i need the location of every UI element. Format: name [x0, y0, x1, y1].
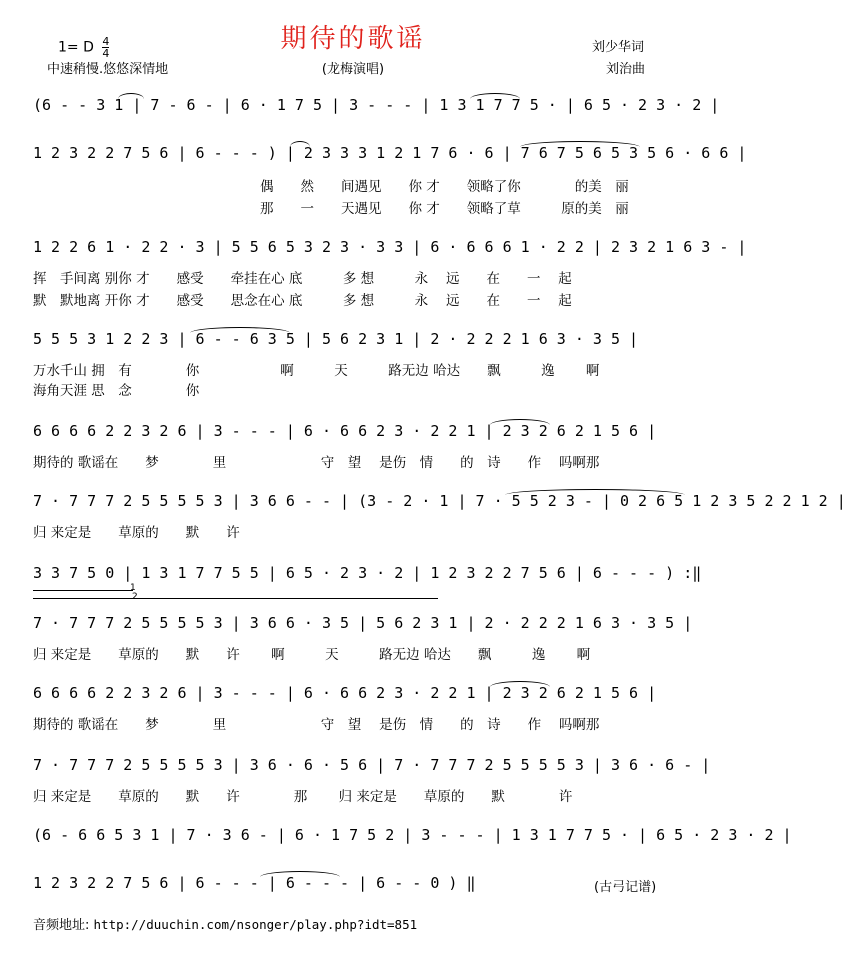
composer: 刘治曲 [606, 62, 646, 77]
singer: (龙梅演唱) [321, 62, 385, 77]
volta-number: 1 [130, 583, 136, 593]
meter-bottom: 4 [102, 47, 110, 60]
notation-line: 7 · 7 7 7 2 5 5 5 5 3 | 3 6 6 · 3 5 | 5 6 2 3 1 | 2 · 2 2 2 1 6 3 · 3 5 | [33, 614, 693, 632]
meter-top: 4 [102, 35, 110, 48]
key-signature [58, 36, 109, 59]
audio-link-line [33, 914, 417, 933]
volta-bracket-1 [33, 590, 133, 591]
slur-arc [190, 327, 290, 333]
volta-bracket-2 [33, 598, 438, 599]
notation-line: (6 - - 3 1 | 7 - 6 - | 6 · 1 7 5 | 3 - - - | 1 3 1 7 7 5 · | 6 5 · 2 3 · 2 | [33, 96, 720, 114]
lyric-line: 归 来定是 草原的 默 许 啊 天 路无边 哈达 飘 逸 啊 [33, 647, 591, 663]
notation-line: 5 5 5 3 1 2 2 3 | 6 - - 6 3 5 | 5 6 2 3 1 | 2 · 2 2 2 1 6 3 · 3 5 | [33, 330, 639, 348]
lyric-line: 海角天涯 思 念 你 [33, 383, 200, 399]
volta-number: 2 [132, 592, 138, 602]
notation-line: (6 - 6 6 5 3 1 | 7 · 3 6 - | 6 · 1 7 5 2 | 3 - - - | 1 3 1 7 7 5 · | 6 5 · 2 3 · 2 | [33, 826, 792, 844]
audio-label: 音频地址: [33, 918, 90, 933]
notation-line: 1 2 3 2 2 7 5 6 | 6 - - - ) | 2 3 3 3 1 2 1 7 6 · 6 | 7 6 7 5 6 5 3 5 6 · 6 6 | [33, 144, 747, 162]
time-signature [102, 36, 109, 59]
lyric-line: 期待的 歌谣在 梦 里 守 望 是伤 情 的 诗 作 吗啊那 [33, 717, 600, 733]
key-text: 1= D [58, 39, 94, 56]
slur-arc [470, 93, 520, 99]
notation-line: 6 6 6 6 2 2 3 2 6 | 3 - - - | 6 · 6 6 2 3 · 2 2 1 | 2 3 2 6 2 1 5 6 | [33, 684, 657, 702]
notation-line: 6 6 6 6 2 2 3 2 6 | 3 - - - | 6 · 6 6 2 3 · 2 2 1 | 2 3 2 6 2 1 5 6 | [33, 422, 657, 440]
slur-arc [490, 419, 550, 425]
lyric-line: 期待的 歌谣在 梦 里 守 望 是伤 情 的 诗 作 吗啊那 [33, 455, 600, 471]
lyric-line: 归 来定是 草原的 默 许 那 归 来定是 草原的 默 许 [33, 789, 573, 805]
slur-arc [290, 141, 310, 147]
notation-line: 7 · 7 7 7 2 5 5 5 5 3 | 3 6 6 - - | (3 - 2 · 1 | 7 · 5 5 2 3 - | 0 2 6 5 1 2 3 5 2 2 1 2 | [33, 492, 846, 510]
lyric-line: 万水千山 拥 有 你 啊 天 路无边 哈达 飘 逸 啊 [33, 363, 600, 379]
lyricist: 刘少华词 [592, 40, 645, 55]
transcriber-credit: (古弓记谱) [594, 880, 657, 895]
slur-arc [490, 681, 550, 687]
notation-line: 3 3 7 5 0 | 1 3 1 7 7 5 5 | 6 5 · 2 3 · 2 | 1 2 3 2 2 7 5 6 | 6 - - - ) :‖ [33, 564, 702, 582]
slur-arc [260, 871, 340, 877]
lyric-line: 归 来定是 草原的 默 许 [33, 525, 240, 541]
slur-arc [118, 93, 144, 99]
lyric-line: 默 默地离 开你 才 感受 思念在心 底 多 想 永 远 在 一 起 [33, 293, 572, 309]
audio-url-link[interactable]: http://duuchin.com/nsonger/play.php?idt=851 [93, 917, 418, 932]
slur-arc [520, 141, 640, 147]
tempo-marking: 中速稍慢.悠悠深情地 [47, 62, 169, 77]
slur-arc [505, 489, 685, 495]
notation-line: 1 2 2 6 1 · 2 2 · 3 | 5 5 6 5 3 2 3 · 3 3 | 6 · 6 6 6 1 · 2 2 | 2 3 2 1 6 3 - | [33, 238, 747, 256]
notation-line: 1 2 3 2 2 7 5 6 | 6 - - - | 6 - - - | 6 - - 0 ) ‖ [33, 874, 476, 892]
lyric-line: 偶 然 间遇见 你 才 领略了你 的美 丽 [260, 179, 629, 195]
lyric-line: 挥 手间离 别你 才 感受 牵挂在心 底 多 想 永 远 在 一 起 [33, 271, 572, 287]
notation-line: 7 · 7 7 7 2 5 5 5 5 3 | 3 6 · 6 · 5 6 | 7 · 7 7 7 2 5 5 5 5 3 | 3 6 · 6 - | [33, 756, 711, 774]
song-title: 期待的歌谣 [280, 24, 426, 54]
lyric-line: 那 一 天遇见 你 才 领略了草 原的美 丽 [260, 201, 629, 217]
